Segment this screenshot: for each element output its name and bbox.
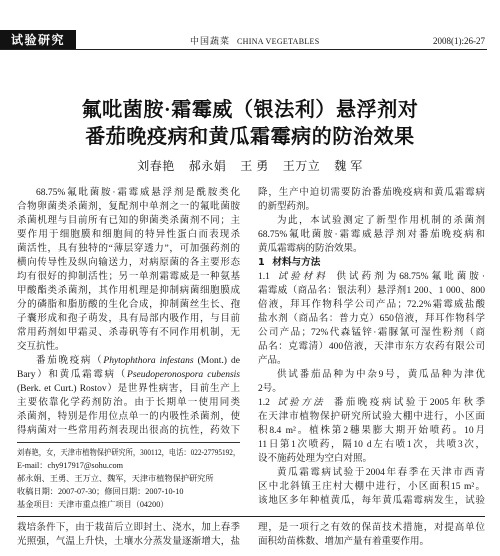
body-text: Bary）和黄瓜霜霉病（ — [17, 370, 128, 380]
body-line: 要作用于细胞膜和细胞间的特异性蛋白而表现杀 — [17, 230, 240, 240]
section-title: 材料与方法 — [272, 257, 321, 268]
body-line: 在天津市植物保护研究所试验大棚中进行，小区面 — [258, 412, 485, 422]
title-line: 番茄晚疫病和黄瓜霜霉病的防治效果 — [85, 126, 415, 148]
issue-pages: 2008(1):26-27 — [433, 36, 485, 46]
subsection-title: 试验方法 — [274, 398, 326, 408]
section-number: 1 — [258, 257, 265, 268]
article-title — [0, 97, 500, 151]
body-text: 供试药剂为68.75%氟吡菌胺· — [336, 272, 485, 282]
body-line: 公司产品；72%代森锰锌·霜脲氰可湿性粉剂（商 — [258, 328, 485, 338]
body-line: 霜霉威（商品名：银法利）悬浮剂1 200、1 000、800 — [258, 286, 485, 296]
footnote-line: 刘春艳，女，天津市植物保护研究所，300112，电话：022-27795192， — [17, 448, 241, 457]
body-line: 该地区多年种植黄瓜，每年黄瓜霜霉病发生，试验 — [258, 496, 485, 506]
body-line: 供试番茄品种为中杂9号，黄瓜品种为津优 — [277, 370, 485, 380]
page-divider — [17, 516, 485, 517]
author-list — [0, 159, 500, 174]
left-column — [17, 186, 240, 438]
body-line — [17, 354, 240, 368]
subsection-line — [258, 396, 485, 410]
body-line: 降，生产中迫切需要防治番茄晚疫病和黄瓜霜霉病 — [258, 188, 485, 198]
author-name: 魏 军 — [334, 159, 363, 173]
body-line: 2号。 — [258, 384, 282, 394]
subsection-number: 1.2 — [258, 398, 270, 408]
footnote — [17, 446, 240, 511]
subsection-number: 1.1 — [258, 272, 270, 282]
body-text: (Mont.) de — [193, 356, 240, 366]
body-line: 交互抗性。 — [17, 342, 65, 352]
body-line: 黄瓜霜霉病的防治效果。 — [258, 244, 363, 254]
body-line: 区中北斜镇王庄村大棚中进行，小区面积15 m²。 — [258, 482, 485, 492]
body-line: 横向传导性及纵向输送力，对病原菌的各主要形态 — [17, 258, 240, 268]
species-name: Phytophthora infestans — [103, 356, 194, 366]
continued-text-right — [258, 521, 485, 549]
right-column — [258, 186, 485, 508]
body-line: 杀菌机理与目前所有已知的卵菌类杀菌剂不同；主 — [17, 216, 240, 226]
body-line: 为此，本试验测定了新型作用机制的杀菌剂 — [277, 216, 485, 226]
author-name: 王万立 — [282, 159, 321, 173]
body-line: 设不施药处理为空白对照。 — [258, 454, 373, 464]
footnote-line: E-mail：chy917917@sohu.com — [17, 461, 124, 470]
header-rule — [0, 49, 487, 50]
species-name: Pseudoperonospora cubensis — [127, 370, 241, 380]
subsection-title: 试验材料 — [274, 272, 328, 282]
body-line: 的新型药剂。 — [258, 202, 316, 212]
author-name: 刘春艳 — [137, 159, 175, 173]
title-line: 氟吡菌胺·霜霉威（银法利）悬浮剂对 — [81, 99, 419, 121]
author-name: 郝永娟 — [188, 159, 227, 173]
body-line: (Berk. et Curt.) Rostov）是世界性病害，目前生产上 — [17, 384, 240, 394]
body-line: 得病菌对一些常用药剂表现出很高的抗性，药效下 — [17, 426, 240, 436]
body-line: 甲酸酯类杀菌剂，其作用机理是抑制病菌细胞膜成 — [17, 286, 240, 296]
body-line: 产品。 — [258, 356, 287, 366]
body-line: 分的磷脂和脂肪酸的生化合成，抑制菌丝生长、孢 — [17, 300, 240, 310]
body-line: 68.75%氟吡菌胺·霜霉威悬浮剂是酰胺类化 — [36, 188, 240, 198]
journal-name-en: CHINA VEGETABLES — [237, 37, 320, 46]
author-name: 王 勇 — [240, 159, 269, 173]
subsection-line — [258, 270, 485, 284]
journal-name-cn: 中国蔬菜 — [190, 36, 231, 46]
body-line: 品名：克霉清）400倍液，天津市东方农药有限公司 — [258, 342, 485, 352]
body-line: 常用药剂如甲霜灵、杀毒矾等有不同作用机制，无 — [17, 328, 240, 338]
footnote-line: 郝永娟、王勇、王万立、魏军，天津市植物保护研究所 — [17, 474, 214, 483]
section-heading — [258, 256, 485, 270]
body-line: 理，是一项行之有效的保苗技术措施，对提高单位 — [258, 523, 485, 533]
body-text: 番茄晚疫病试验于2005年秋季 — [333, 398, 485, 408]
body-line: 光照强，气温上升快，土壤水分蒸发量逐渐增大，盐 — [17, 537, 240, 547]
footnote-line: 基金项目：天津市重点推广项目（04200） — [17, 500, 169, 509]
body-line: 积8.4 m²。植株第2穗果膨大期开始喷药。10月 — [258, 426, 485, 436]
body-line: 黄瓜霜霉病试验于2004年春季在天津市西青 — [277, 468, 485, 478]
body-line: 子囊形成和孢子萌发，具有局部内吸作用，与目前 — [17, 314, 240, 324]
body-line: 面积幼苗株数、增加产量有着重要作用。 — [258, 537, 430, 547]
body-line: 盐水剂（商品名：普力克）650倍液，拜耳作物科学 — [258, 314, 485, 324]
body-line — [17, 368, 240, 382]
body-line: 均有很好的抑制活性；另一单剂霜霉威是一种氨基 — [17, 272, 240, 282]
body-line: 68.75%氟吡菌胺·霜霉威悬浮剂对番茄晚疫病和 — [258, 230, 485, 240]
footnote-line: 收稿日期：2007-07-30；修回日期：2007-10-10 — [17, 487, 184, 496]
body-line: 主要依靠化学药剂防治。由于长期单一使用同类 — [17, 398, 240, 408]
footnote-rule — [17, 442, 240, 443]
continued-text-left — [17, 521, 240, 549]
body-line: 杀菌剂，特别是作用位点单一的内吸性杀菌剂，使 — [17, 412, 240, 422]
body-line: 倍液，拜耳作物科学公司产品；72.2%霜霉威盐酸 — [258, 300, 485, 310]
body-line: 合物卵菌类杀菌剂，复配剂中单剂之一的氟吡菌胺 — [17, 202, 240, 212]
journal-name — [190, 36, 319, 47]
body-line: 栽培条件下，由于栽苗后立即封土、浇水，加上春季 — [17, 523, 240, 533]
section-tab: 试验研究 — [0, 30, 76, 50]
body-line: 11日第1次喷药，隔10 d左右喷1次，共喷3次， — [258, 440, 485, 450]
body-text: 番茄晚疫病（ — [36, 356, 104, 366]
body-line: 菌活性，具有独特的“薄层穿透力”，可加强药剂的 — [17, 244, 240, 254]
